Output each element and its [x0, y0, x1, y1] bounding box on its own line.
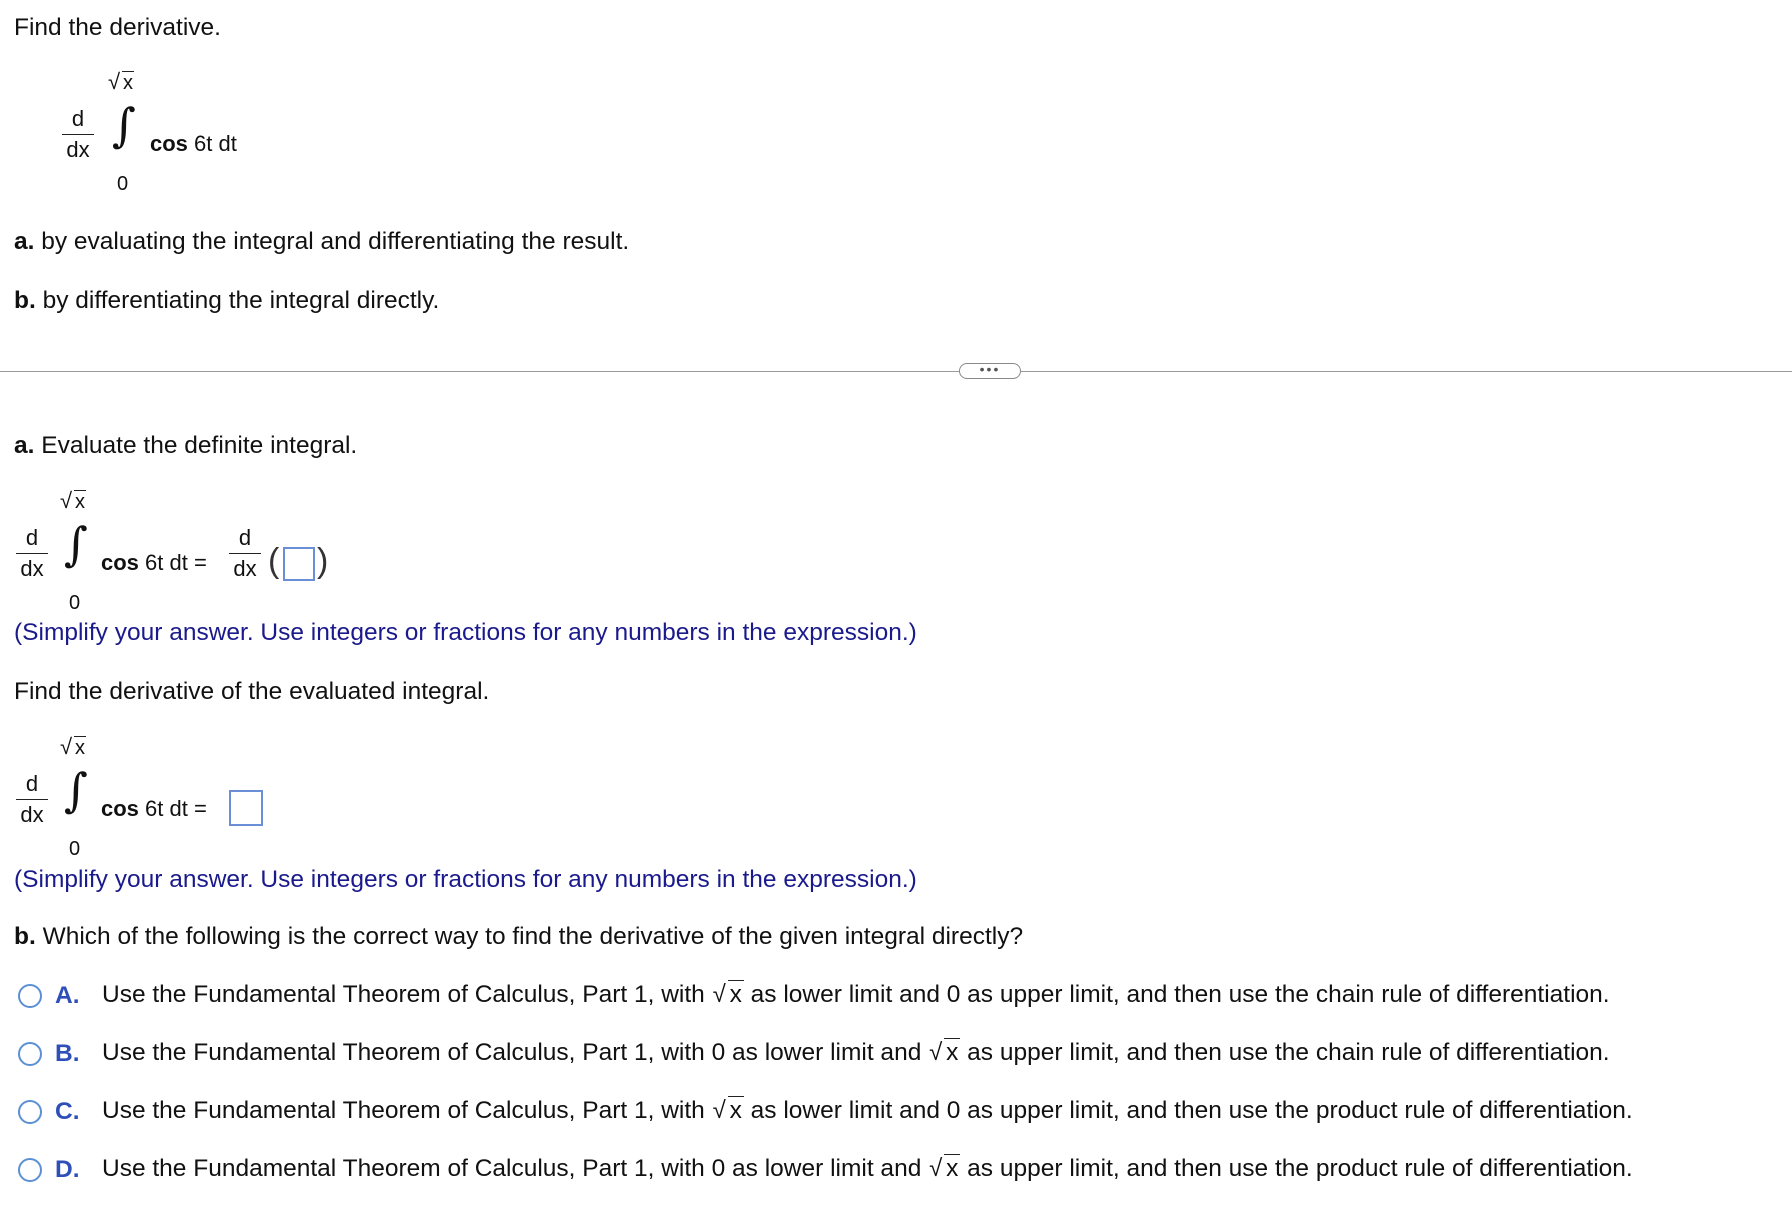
square-root-icon: √ — [712, 981, 726, 1008]
problem-part-b: b. by differentiating the integral directly. — [14, 287, 440, 314]
derivative-operator: d dx — [16, 526, 48, 581]
option-text: Use the Fundamental Theorem of Calculus, Part 1, with √ x as lower limit and 0 as upper limit, and then use the chain rule of differentiation. — [102, 981, 1610, 1008]
upper-limit: √ x — [60, 488, 85, 513]
ellipsis-icon[interactable]: ••• — [959, 363, 1021, 379]
option-letter: B. — [55, 1040, 80, 1067]
integral-sign-icon: ∫ — [112, 98, 136, 152]
find-derivative-text: Find the derivative of the evaluated integral. — [14, 678, 490, 705]
close-paren: ) — [317, 542, 329, 580]
integrand: cos 6t dt — [150, 131, 237, 156]
square-root-icon: √ — [108, 69, 121, 94]
integrand: cos 6t dt = — [101, 550, 207, 575]
open-paren: ( — [268, 542, 280, 580]
square-root-icon: √ — [712, 1097, 726, 1124]
option-letter: D. — [55, 1156, 80, 1183]
option-text: Use the Fundamental Theorem of Calculus, Part 1, with 0 as lower limit and √ x as upper limit, and then use the chain rule of differentiation. — [102, 1039, 1610, 1066]
option-text: Use the Fundamental Theorem of Calculus, Part 1, with √ x as lower limit and 0 as upper limit, and then use the product rule of differentiation. — [102, 1097, 1633, 1124]
square-root-icon: √ — [929, 1039, 943, 1066]
option-letter: C. — [55, 1098, 80, 1125]
lower-limit: 0 — [69, 838, 81, 860]
upper-limit: √ x — [60, 734, 85, 759]
part-a-heading: a. Evaluate the definite integral. — [14, 432, 358, 459]
derivative-operator: d dx — [62, 107, 94, 162]
radio-option-c[interactable] — [18, 1100, 42, 1124]
lower-limit: 0 — [69, 592, 81, 614]
integrand: cos 6t dt = — [101, 796, 207, 821]
option-letter: A. — [55, 982, 80, 1009]
derivative-operator: d dx — [16, 772, 48, 827]
problem-part-a: a. by evaluating the integral and differentiating the result. — [14, 228, 630, 255]
upper-limit: √ x — [108, 69, 133, 94]
problem-instruction: Find the derivative. — [14, 14, 221, 41]
hint-simplify-2: (Simplify your answer. Use integers or fractions for any numbers in the expression.) — [14, 866, 917, 893]
option-text: Use the Fundamental Theorem of Calculus, Part 1, with 0 as lower limit and √ x as upper limit, and then use the product rule of differentiation. — [102, 1155, 1633, 1182]
radio-option-a[interactable] — [18, 984, 42, 1008]
answer-box-derivative[interactable] — [229, 790, 263, 826]
square-root-icon: √ — [60, 488, 73, 513]
radio-option-d[interactable] — [18, 1158, 42, 1182]
rhs-derivative-operator: d dx — [229, 526, 261, 581]
square-root-icon: √ — [60, 734, 73, 759]
section-divider — [0, 371, 1792, 372]
hint-simplify-1: (Simplify your answer. Use integers or fractions for any numbers in the expression.) — [14, 619, 917, 646]
integral-sign-icon: ∫ — [64, 517, 88, 571]
part-b-question: b. Which of the following is the correct way to find the derivative of the given integral directly? — [14, 923, 1024, 950]
square-root-icon: √ — [929, 1155, 943, 1182]
lower-limit: 0 — [117, 173, 129, 195]
integral-sign-icon: ∫ — [64, 763, 88, 817]
radio-option-b[interactable] — [18, 1042, 42, 1066]
answer-box-evaluated-integral[interactable] — [283, 547, 315, 581]
